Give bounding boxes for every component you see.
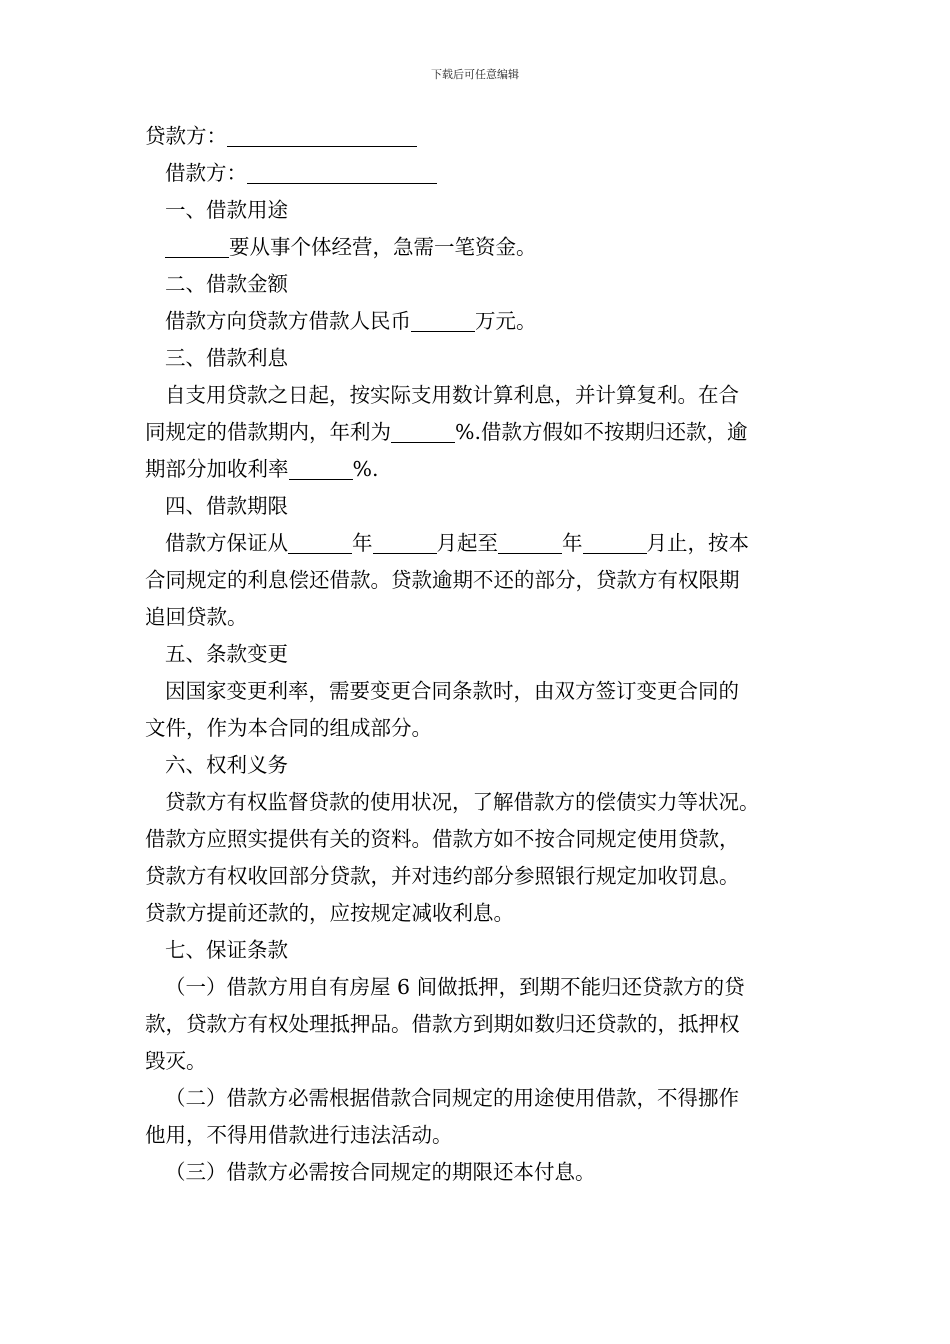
- section-3-l2a: 同规定的借款期内，年利为: [145, 420, 391, 444]
- section-7-title: 七、保证条款: [165, 938, 288, 962]
- section-3-l2b: %.借款方假如不按期归还款，逾: [455, 420, 748, 444]
- lender-label: 贷款方：: [145, 124, 227, 148]
- section-6-line-4: 贷款方提前还款的，应按规定减收利息。: [145, 901, 514, 925]
- section-2-post: 万元。: [475, 309, 537, 333]
- section-1-text: [145, 229, 810, 266]
- s4-b: 年: [352, 531, 373, 555]
- section-3-l3a: 期部分加收利率: [145, 457, 289, 481]
- section-2-pre: 借款方向贷款方借款人民币: [165, 309, 411, 333]
- blank: [391, 420, 455, 443]
- section-6-line-1: 贷款方有权监督贷款的使用状况，了解借款方的偿债实力等状况。: [165, 790, 760, 814]
- section-4-title: 四、借款期限: [165, 494, 288, 518]
- page-header: 下载后可任意编辑: [431, 68, 519, 81]
- section-3-line-2: [145, 414, 810, 451]
- borrower-line: [145, 155, 810, 192]
- section-7-2-line-2: 他用，不得用借款进行违法活动。: [145, 1123, 453, 1147]
- borrower-blank: [247, 161, 437, 184]
- section-6-title: 六、权利义务: [165, 753, 288, 777]
- contract-body: [145, 118, 810, 1191]
- section-3-line-3: [145, 451, 810, 488]
- blank: [288, 531, 352, 554]
- section-7-1-line-2: 款，贷款方有权处理抵押品。借款方到期如数归还贷款的，抵押权: [145, 1012, 740, 1036]
- blank: [373, 531, 437, 554]
- section-4-line-3: 追回贷款。: [145, 605, 248, 629]
- section-4-line-2: 合同规定的利息偿还借款。贷款逾期不还的部分，贷款方有权限期: [145, 568, 740, 592]
- section-1-title: 一、借款用途: [165, 198, 288, 222]
- section-3-title: 三、借款利息: [165, 346, 288, 370]
- blank: [498, 531, 562, 554]
- section-4-line-1: [145, 525, 810, 562]
- section-5-title: 五、条款变更: [165, 642, 288, 666]
- s4-a: 借款方保证从: [165, 531, 288, 555]
- blank: [411, 309, 475, 332]
- section-3-line-1: 自支用贷款之日起，按实际支用数计算利息，并计算复利。在合: [165, 383, 739, 407]
- section-7-1-line-1: （一）借款方用自有房屋 6 间做抵押，到期不能归还贷款方的贷: [165, 975, 745, 999]
- section-7-2-line-1: （二）借款方必需根据借款合同规定的用途使用借款，不得挪作: [165, 1086, 739, 1110]
- blank: [289, 457, 353, 480]
- s4-e: 月止，按本: [646, 531, 749, 555]
- section-2-title: 二、借款金额: [165, 272, 288, 296]
- section-7-3-line-1: （三）借款方必需按合同规定的期限还本付息。: [165, 1160, 596, 1184]
- lender-line: [145, 118, 810, 155]
- blank: [583, 531, 647, 554]
- section-5-line-1: 因国家变更利率，需要变更合同条款时，由双方签订变更合同的: [165, 679, 739, 703]
- section-2-text: [145, 303, 810, 340]
- section-7-1-line-3: 毁灭。: [145, 1049, 207, 1073]
- s4-c: 月起至: [436, 531, 498, 555]
- s4-d: 年: [562, 531, 583, 555]
- borrower-label: 借款方：: [165, 161, 247, 185]
- blank: [165, 235, 229, 258]
- section-3-l3b: %.: [352, 457, 379, 481]
- lender-blank: [227, 124, 417, 147]
- section-6-line-3: 贷款方有权收回部分贷款，并对违约部分参照银行规定加收罚息。: [145, 864, 740, 888]
- section-1-body: 要从事个体经营，急需一笔资金。: [229, 235, 537, 259]
- section-6-line-2: 借款方应照实提供有关的资料。借款方如不按合同规定使用贷款，: [145, 827, 740, 851]
- section-5-line-2: 文件，作为本合同的组成部分。: [145, 716, 432, 740]
